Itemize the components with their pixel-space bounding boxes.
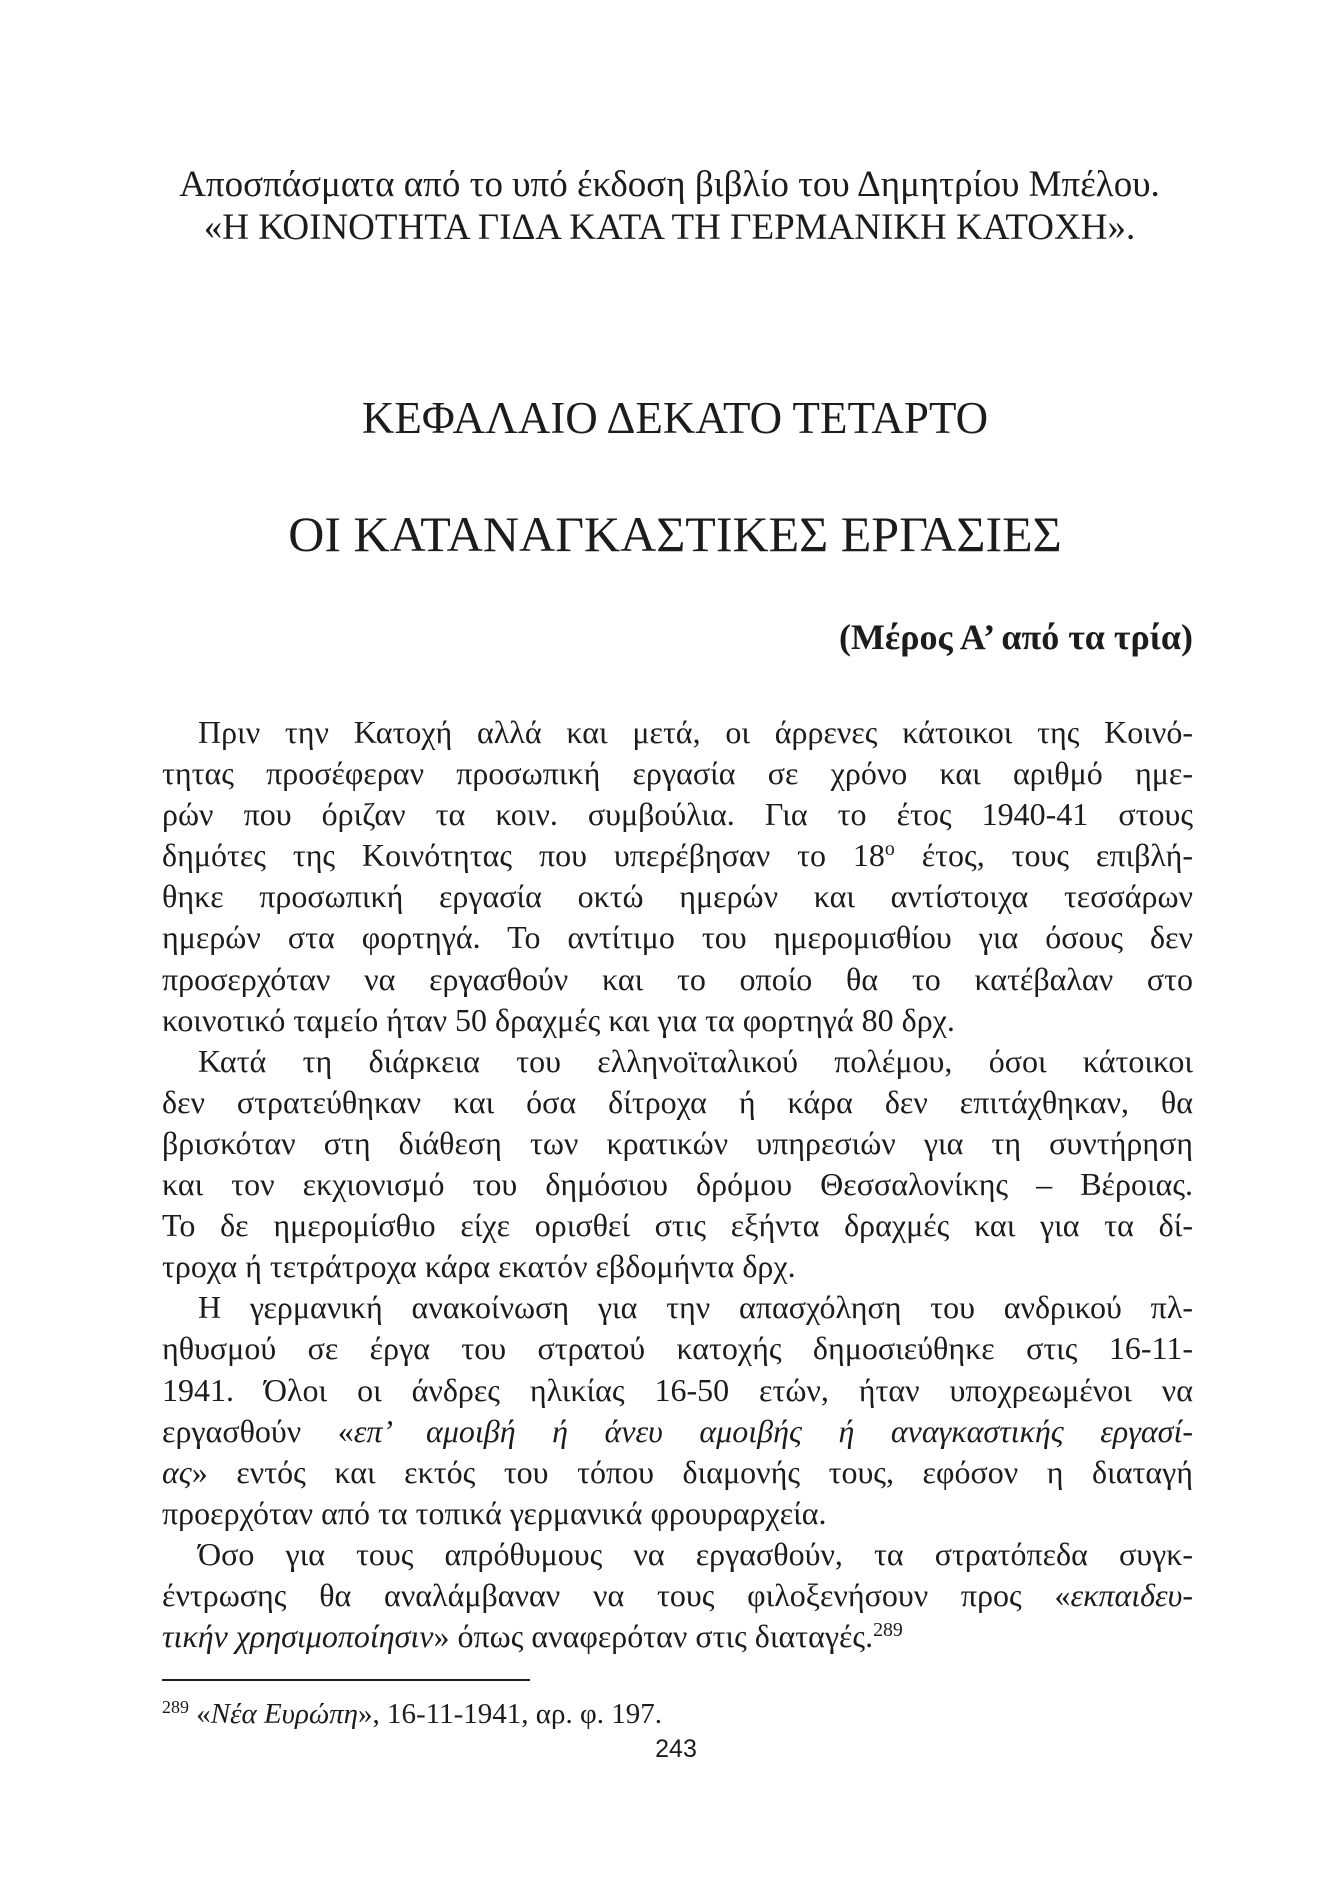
body-line: Κατά τη διάρκεια του ελληνοϊταλικού πολέμου, όσοι κάτοικοι <box>198 1042 1193 1079</box>
footnote-text: « <box>188 1698 211 1730</box>
quoted-italic-text: επ’ αμοιβή ή άνευ αμοιβής ή αναγκαστικής εργασί- <box>353 1412 1194 1449</box>
chapter-title: ΟΙ ΚΑΤΑΝΑΓΚΑΣΤΙΚΕΣ ΕΡΓΑΣΙΕΣ <box>288 506 1062 562</box>
line-text: εργασθούν « <box>162 1412 354 1449</box>
line-text: έτος, τους επιβλή- <box>894 837 1194 874</box>
quoted-italic-text: τικήν χρησιμοποίησιν <box>162 1618 434 1655</box>
page-number: 243 <box>655 1735 697 1763</box>
paragraph-2 <box>162 1041 1193 1288</box>
body-line: ρών που όριζαν τα κοιν. συμβούλια. Για το έτος 1940-41 στους <box>162 796 1193 833</box>
footnote-divider <box>162 1679 530 1681</box>
body-line: θηκε προσωπική εργασία οκτώ ημερών και αντίστοιχα τεσσάρων <box>162 878 1193 915</box>
body-line: βρισκόταν στη διάθεση των κρατικών υπηρεσιών για τη συντήρηση <box>162 1124 1193 1161</box>
footnote-reference: 289 <box>873 1619 903 1642</box>
book-title: «Η ΚΟΙΝΟΤΗΤΑ ΓΙΔΑ ΚΑΤΑ ΤΗ ΓΕΡΜΑΝΙΚΗ ΚΑΤΟΧΗ». <box>203 207 1136 248</box>
ordinal-superscript: ο <box>884 838 895 861</box>
body-line: προερχόταν από τα τοπικά γερμανικά φρουραρχεία. <box>162 1494 827 1531</box>
chapter-heading: ΚΕΦΑΛΑΙΟ ΔΕΚΑΤΟ ΤΕΤΑΡΤΟ <box>361 393 989 443</box>
footnote-number: 289 <box>162 1697 189 1718</box>
body-line <box>162 1411 1193 1452</box>
body-text <box>162 712 1193 1657</box>
line-text: » όπως αναφερόταν στις διαταγές. <box>433 1618 874 1655</box>
body-line: δεν στρατεύθηκαν και όσα δίτροχα ή κάρα δεν επιτάχθηκαν, θα <box>162 1083 1193 1120</box>
body-line: προσερχόταν να εργασθούν και το οποίο θα το κατέβαλαν στο <box>162 960 1193 997</box>
body-line: ηθυσμού σε έργα του στρατού κατοχής δημοσιεύθηκε στις 16-11- <box>162 1330 1193 1367</box>
body-line: 1941. Όλοι οι άνδρες ηλικίας 16-50 ετών, ήταν υποχρεωμένοι να <box>162 1371 1193 1408</box>
quoted-italic-text: εκπαιδευ- <box>1070 1576 1193 1613</box>
body-line: τροχα ή τετράτροχα κάρα εκατόν εβδομήντα δρχ. <box>162 1248 796 1285</box>
body-line <box>162 1575 1193 1616</box>
body-line: τητας προσέφεραν προσωπική εργασία σε χρόνο και αριθμό ημε- <box>162 755 1193 792</box>
body-line: Το δε ημερομίσθιο είχε ορισθεί στις εξήντα δραχμές και για τα δί- <box>162 1207 1193 1244</box>
line-text: δημότες της Κοινότητας που υπερέβησαν το 18 <box>162 837 885 874</box>
excerpt-note: Αποσπάσματα από το υπό έκδοση βιβλίο του Δημητρίου Μπέλου. <box>179 164 1160 205</box>
paragraph-1 <box>162 712 1193 1041</box>
line-text: » εντός και εκτός του τόπου διαμονής τους, εφόσον η διαταγή <box>191 1453 1193 1490</box>
body-line <box>162 1452 1193 1493</box>
body-line: ημερών στα φορτηγά. Το αντίτιμο του ημερομισθίου για όσους δεν <box>162 919 1193 956</box>
body-line <box>162 835 1193 876</box>
body-line: κοινοτικό ταμείο ήταν 50 δραχμές και για τα φορτηγά 80 δρχ. <box>162 1001 955 1038</box>
body-line: Όσο για τους απρόθυμους να εργασθούν, τα στρατόπεδα συγκ- <box>198 1535 1193 1572</box>
footnote <box>162 1696 662 1732</box>
paragraph-3 <box>162 1287 1193 1534</box>
body-line: Πριν την Κατοχή αλλά και μετά, οι άρρενες κάτοικοι της Κοινό- <box>198 714 1193 750</box>
part-subtitle: (Μέρος Α’ από τα τρία) <box>838 617 1193 657</box>
body-line: και τον εκχιονισμό του δημόσιου δρόμου Θεσσαλονίκης – Βέροιας. <box>162 1166 1193 1203</box>
footnote-source-title: Νέα Ευρώπη <box>210 1698 359 1730</box>
body-line <box>162 1616 1193 1657</box>
body-line: Η γερμανική ανακοίνωση για την απασχόληση του ανδρικού πλ- <box>198 1289 1193 1326</box>
paragraph-4 <box>162 1534 1193 1657</box>
quoted-italic-text: ας <box>162 1453 192 1490</box>
line-text: έντρωσης θα αναλάμβαναν να τους φιλοξενήσουν προς « <box>162 1576 1071 1613</box>
footnote-text: », 16-11-1941, αρ. φ. 197. <box>358 1698 662 1730</box>
